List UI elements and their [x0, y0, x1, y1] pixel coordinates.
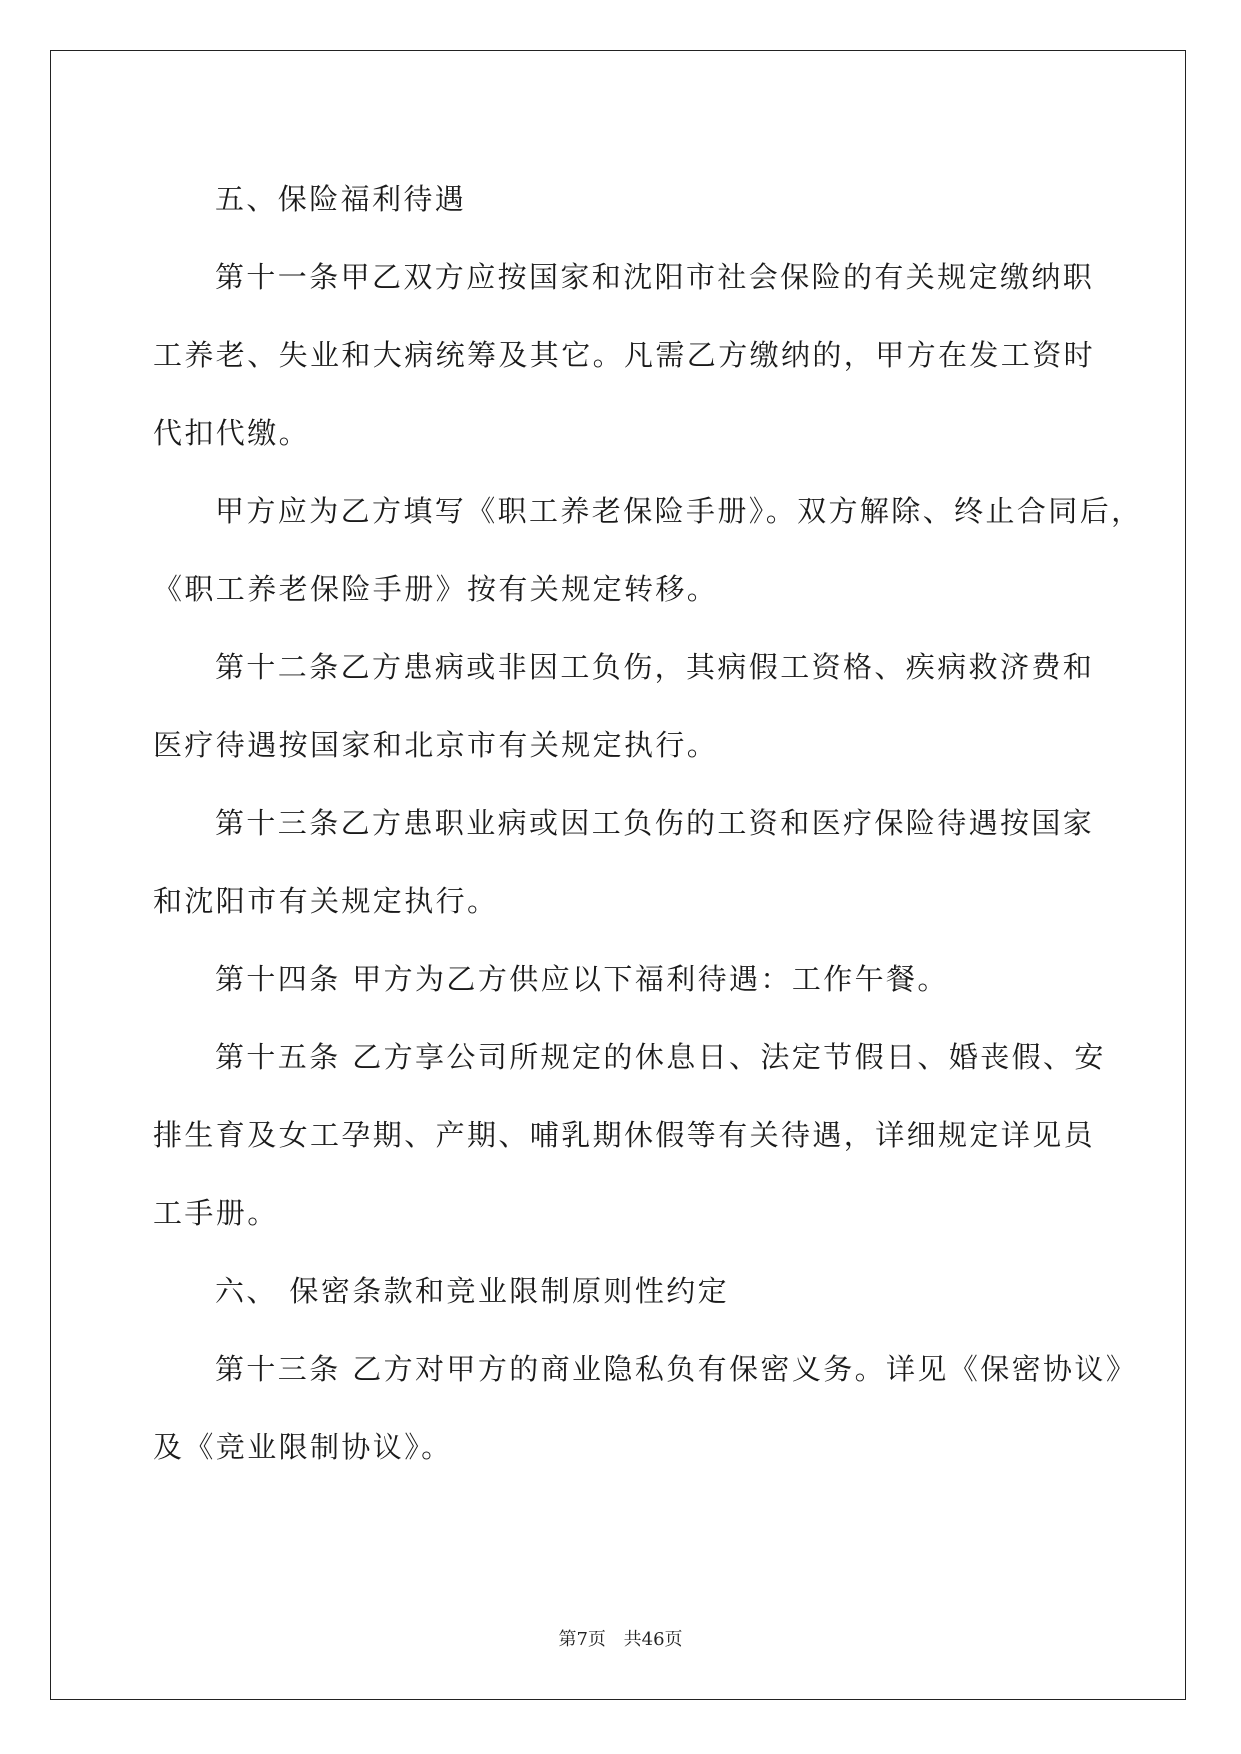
- page-footer: [0, 1625, 1241, 1651]
- section-heading: 五、保险福利待遇: [215, 182, 467, 216]
- page-number-total: 共46页: [623, 1629, 683, 1650]
- paragraph-line: 代扣代缴。: [153, 416, 311, 450]
- paragraph-line: 第十三条乙方患职业病或因工负伤的工资和医疗保险待遇按国家: [215, 806, 1095, 840]
- paragraph-line: 第十二条乙方患病或非因工负伤，其病假工资格、疾病救济费和: [215, 650, 1095, 684]
- paragraph-line: 医疗待遇按国家和北京市有关规定执行。: [153, 728, 719, 762]
- paragraph-line: 第十五条 乙方享公司所规定的休息日、法定节假日、婚丧假、安: [215, 1040, 1106, 1074]
- paragraph-line: 和沈阳市有关规定执行。: [153, 884, 499, 918]
- paragraph-line: 工养老、失业和大病统筹及其它。凡需乙方缴纳的，甲方在发工资时: [153, 338, 1096, 372]
- document-body: [153, 160, 1143, 1486]
- paragraph-line: 甲方应为乙方填写《职工养老保险手册》。双方解除、终止合同后，: [215, 494, 1143, 528]
- paragraph-line: 第十四条 甲方为乙方供应以下福利待遇：工作午餐。: [215, 962, 949, 996]
- paragraph-line: 第十一条甲乙双方应按国家和沈阳市社会保险的有关规定缴纳职: [215, 260, 1095, 294]
- paragraph-line: 《职工养老保险手册》按有关规定转移。: [153, 572, 719, 606]
- paragraph-line: 第十三条 乙方对甲方的商业隐私负有保密义务。详见《保密协议》: [215, 1352, 1138, 1386]
- paragraph-line: 工手册。: [153, 1196, 279, 1230]
- section-heading: 六、 保密条款和竞业限制原则性约定: [215, 1274, 730, 1308]
- paragraph-line: 排生育及女工孕期、产期、哺乳期休假等有关待遇，详细规定详见员: [153, 1118, 1096, 1152]
- paragraph-line: 及《竞业限制协议》。: [153, 1430, 453, 1464]
- page-number-current: 第7页: [558, 1629, 606, 1650]
